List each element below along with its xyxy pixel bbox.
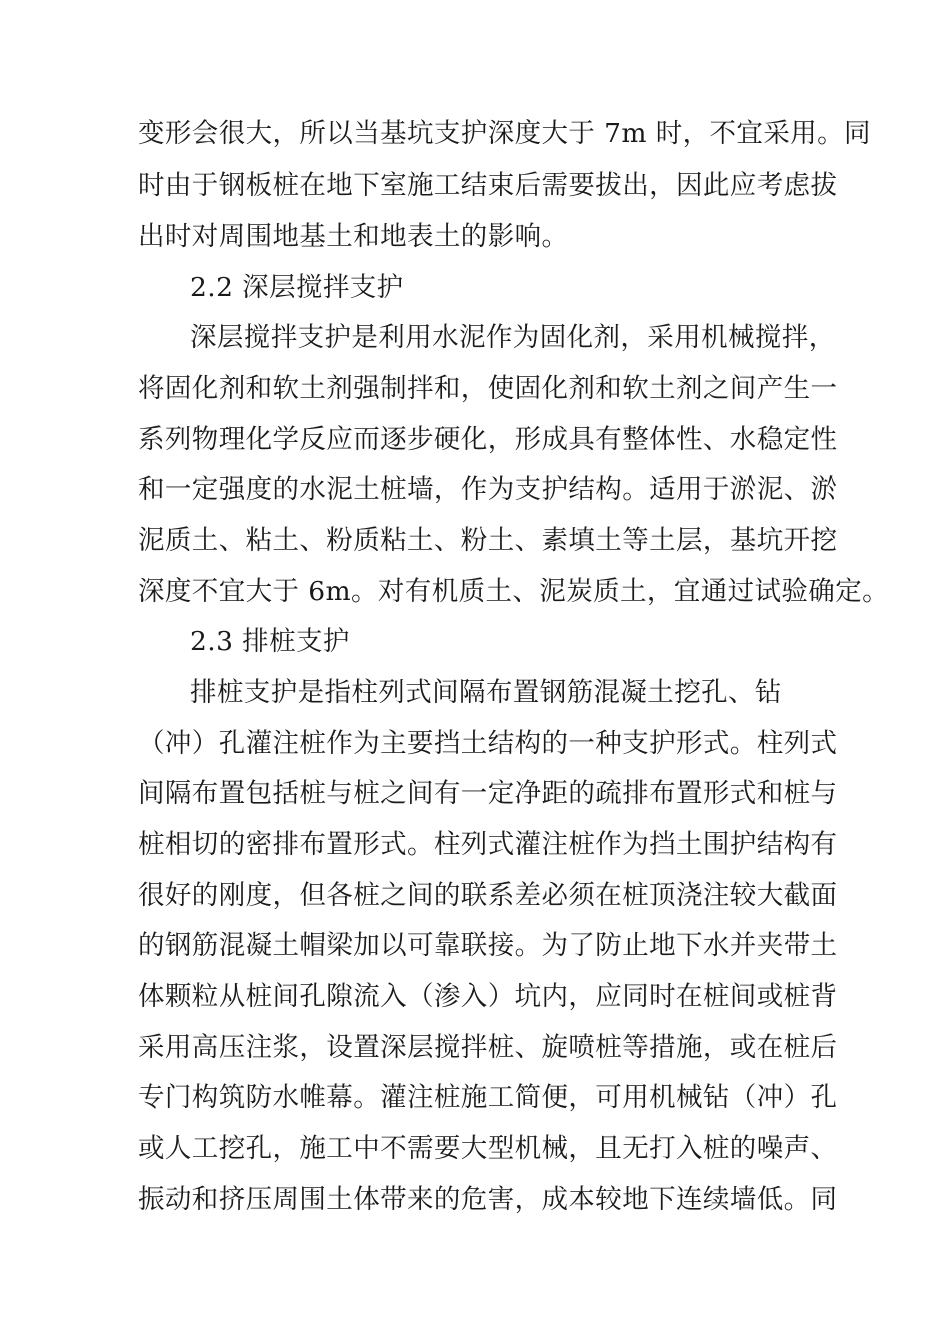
section-heading: 2.2 深层搅拌支护	[190, 272, 404, 303]
paragraph-line: 体颗粒从桩间孔隙流入（渗入）坑内，应同时在桩间或桩背	[138, 981, 838, 1012]
section-heading: 2.3 排桩支护	[190, 626, 350, 657]
paragraph-line: 间隔布置包括桩与桩之间有一定净距的疏排布置形式和桩与	[138, 778, 838, 809]
paragraph-line: 泥质土、粘土、粉质粘土、粉土、素填土等土层，基坑开挖	[138, 525, 838, 556]
paragraph-line: 系列物理化学反应而逐步硬化，形成具有整体性、水稳定性	[138, 424, 838, 455]
paragraph-line: 采用高压注浆，设置深层搅拌桩、旋喷桩等措施，或在桩后	[138, 1032, 838, 1063]
paragraph-line: 将固化剂和软土剂强制拌和，使固化剂和软土剂之间产生一	[138, 373, 838, 404]
paragraph-line: 和一定强度的水泥土桩墙，作为支护结构。适用于淤泥、淤	[138, 474, 838, 505]
paragraph-line: 排桩支护是指柱列式间隔布置钢筋混凝土挖孔、钻	[190, 677, 782, 708]
paragraph-line: 出时对周围地基土和地表土的影响。	[138, 221, 569, 252]
paragraph-line: 桩相切的密排布置形式。柱列式灌注桩作为挡土围护结构有	[138, 829, 838, 860]
paragraph-line: 时由于钢板桩在地下室施工结束后需要拔出，因此应考虑拔	[138, 170, 838, 201]
paragraph-line: （冲）孔灌注桩作为主要挡土结构的一种支护形式。柱列式	[138, 728, 838, 759]
paragraph-line: 专门构筑防水帷幕。灌注桩施工简便，可用机械钻（冲）孔	[138, 1082, 838, 1113]
paragraph-line: 或人工挖孔，施工中不需要大型机械，且无打入桩的噪声、	[138, 1133, 838, 1164]
paragraph-line: 深层搅拌支护是利用水泥作为固化剂，采用机械搅拌，	[190, 322, 836, 353]
paragraph-line: 深度不宜大于 6m。对有机质土、泥炭质土，宜通过试验确定。	[138, 576, 890, 607]
paragraph-line: 很好的刚度，但各桩之间的联系差必须在桩顶浇注较大截面	[138, 880, 838, 911]
paragraph-line: 的钢筋混凝土帽梁加以可靠联接。为了防止地下水并夹带土	[138, 930, 838, 961]
paragraph-line: 变形会很大，所以当基坑支护深度大于 7m 时，不宜采用。同	[138, 118, 871, 149]
paragraph-line: 振动和挤压周围土体带来的危害，成本较地下连续墙低。同	[138, 1184, 838, 1215]
